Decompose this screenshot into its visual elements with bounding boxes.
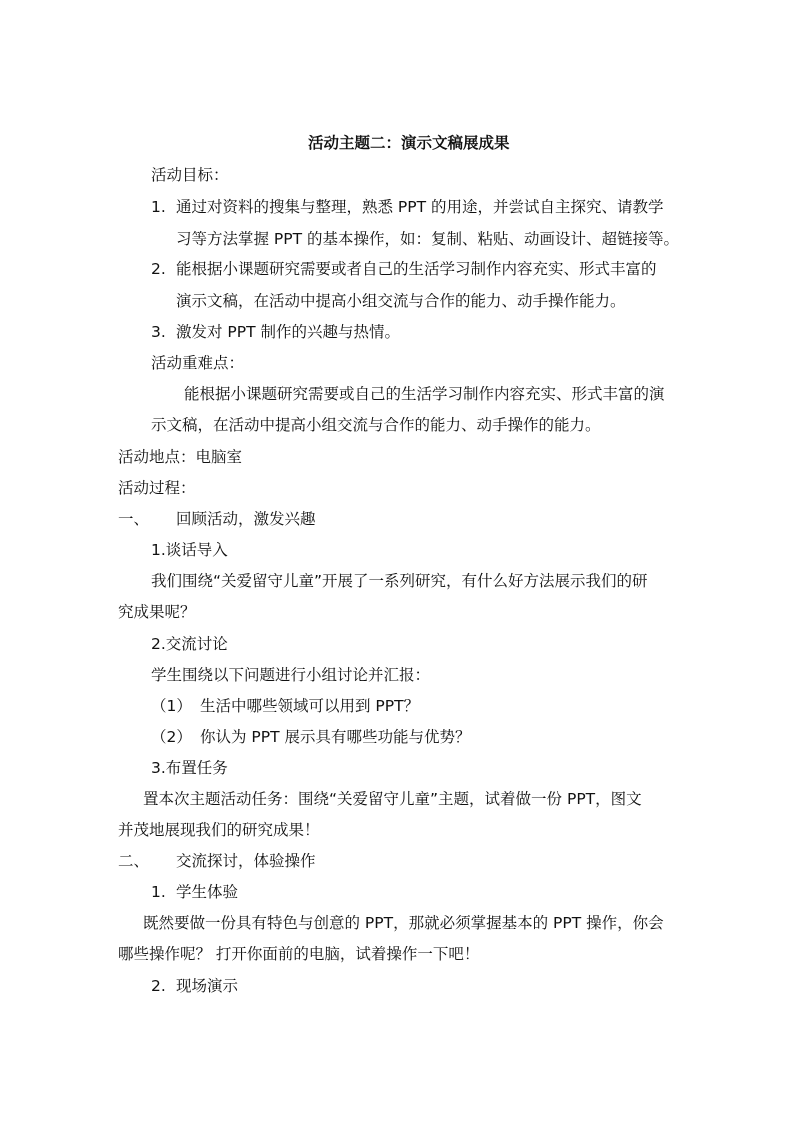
section-1-step-2-intro: 学生围绕以下问题进行小组讨论并汇报： (151, 666, 431, 684)
section-2-step-2-number: 2. (151, 977, 166, 995)
key-points-line-1: 能根据小课题研究需要或自己的生活学习制作内容充实、形式丰富的演 (184, 385, 665, 403)
section-2-step-1-number: 1. (151, 883, 166, 901)
objective-1-line-2: 习等方法掌握 PPT 的基本操作，如：复制、粘贴、动画设计、超链接等。 (176, 230, 680, 248)
section-2-step-1-heading: 学生体验 (176, 883, 239, 901)
key-points-line-2: 示文稿，在活动中提高小组交流与合作的能力、动手操作的能力。 (151, 416, 601, 434)
objective-2-line-2: 演示文稿，在活动中提高小组交流与合作的能力、动手操作能力。 (176, 292, 626, 310)
activity-location: 活动地点：电脑室 (118, 448, 243, 466)
section-1-title: 回顾活动，激发兴趣 (176, 510, 316, 528)
objective-1-line-1: 通过对资料的搜集与整理，熟悉 PPT 的用途，并尝试自主探究、请教学 (176, 198, 664, 216)
objective-3-number: 3. (151, 323, 166, 341)
key-points-heading: 活动重难点： (151, 354, 245, 372)
objective-1-number: 1. (151, 198, 166, 216)
document-title: 活动主题二：演示文稿展成果 (308, 134, 510, 152)
question-1-number: （1） (151, 697, 192, 715)
section-1-step-3-line-1: 置本次主题活动任务：围绕“关爱留守儿童”主题，试着做一份 PPT，图文 (143, 790, 642, 808)
section-2-step-2-heading: 现场演示 (176, 977, 239, 995)
question-2-number: （2） (151, 728, 192, 746)
objective-3-line-1: 激发对 PPT 制作的兴趣与热情。 (176, 323, 401, 341)
section-1-step-1-line-1: 我们围绕“关爱留守儿童”开展了一系列研究，有什么好方法展示我们的研 (151, 572, 648, 590)
section-2-title: 交流探讨，体验操作 (176, 852, 316, 870)
objectives-heading: 活动目标： (151, 166, 229, 184)
section-1-step-3-heading: 3.布置任务 (151, 759, 228, 777)
section-2-step-1-line-2: 哪些操作呢？ 打开你面前的电脑，试着操作一下吧！ (118, 945, 480, 963)
objective-2-number: 2. (151, 260, 166, 278)
section-1-number: 一、 (118, 510, 150, 528)
section-2-number: 二、 (118, 852, 150, 870)
question-2-text: 你认为 PPT 展示具有哪些功能与优势？ (200, 728, 471, 746)
process-heading: 活动过程： (118, 479, 196, 497)
section-1-step-2-heading: 2.交流讨论 (151, 635, 228, 653)
question-1-text: 生活中哪些领域可以用到 PPT？ (200, 697, 420, 715)
section-1-step-1-line-2: 究成果呢？ (118, 603, 196, 621)
section-2-step-1-line-1: 既然要做一份具有特色与创意的 PPT，那就必须掌握基本的 PPT 操作，你会 (143, 914, 664, 932)
section-1-step-1-heading: 1.谈话导入 (151, 541, 228, 559)
section-1-step-3-line-2: 并茂地展现我们的研究成果！ (118, 821, 320, 839)
objective-2-line-1: 能根据小课题研究需要或者自己的生活学习制作内容充实、形式丰富的 (176, 260, 657, 278)
